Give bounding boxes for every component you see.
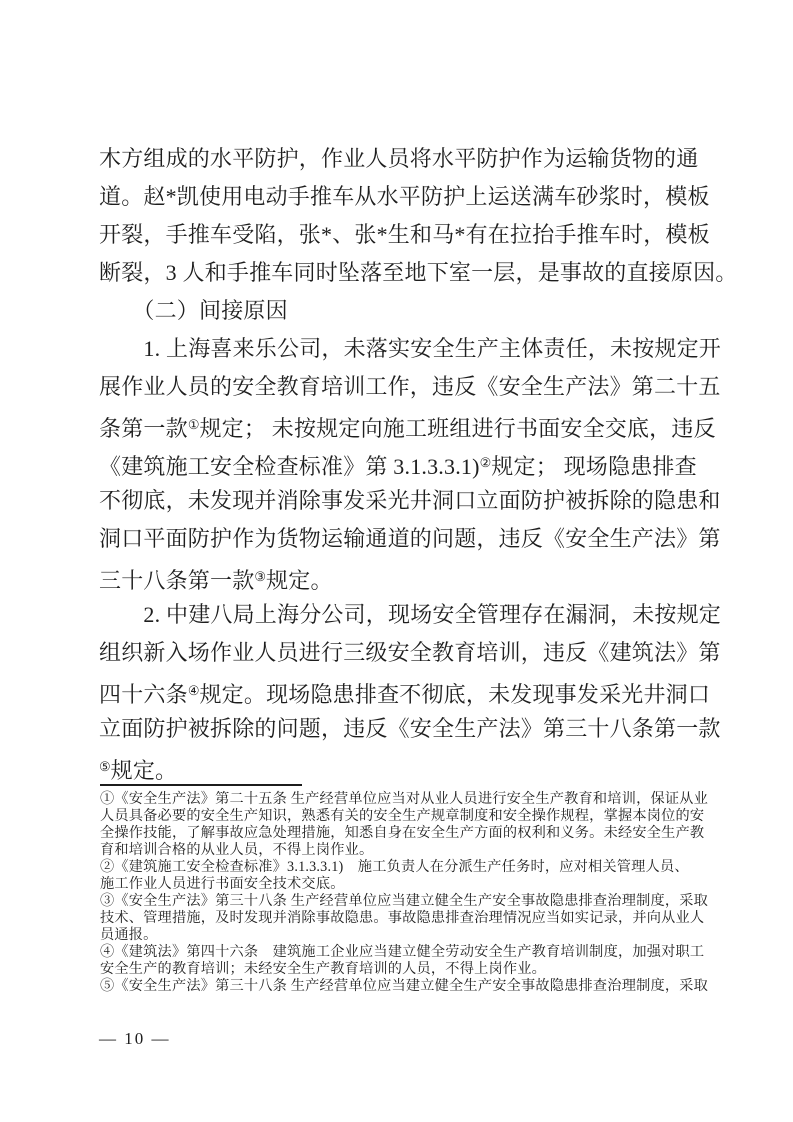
footnote-line: 员通报。 (100, 927, 158, 943)
footnote-line: ③《安全生产法》第三十八条 生产经营单位应当建立健全生产安全事故隐患排查治理制度，采取 (100, 893, 709, 909)
body-line: 四十六条④规定。现场隐患排查不彻底，未发现事发采光井洞口 (99, 682, 711, 707)
body-line: 开裂，手推车受陷，张*、张*生和马*有在拉抬手推车时，模板 (99, 222, 710, 247)
footnote-line: 施工作业人员进行书面安全技术交底。 (100, 876, 345, 892)
body-line: 立面防护被拆除的问题，违反《安全生产法》第三十八条第一款 (99, 716, 721, 741)
footnote-separator (100, 784, 302, 786)
footnote-line: ②《建筑施工安全检查标准》3.1.3.3.1) 施工负责人在分派生产任务时，应对相关管理人员、 (100, 859, 689, 875)
page-number: — 10 — (99, 1029, 171, 1048)
footnote-line: 安全生产的教育培训；未经安全生产教育培训的人员，不得上岗作业。 (100, 961, 547, 977)
body-line: 展作业人员的安全教育培训工作，违反《安全生产法》第二十五 (99, 374, 721, 399)
body-line: 道。赵*凯使用电动手推车从水平防护上运送满车砂浆时，模板 (99, 184, 710, 209)
footnotes-block (100, 791, 712, 995)
footnote-line: 人员具备必要的安全生产知识，熟悉有关的安全生产规章制度和安全操作规程，掌握本岗位的安 (100, 808, 705, 824)
footnote-line: ⑤《安全生产法》第三十八条 生产经营单位应当建立健全生产安全事故隐患排查治理制度，采取 (100, 978, 709, 994)
body-line: 1. 上海喜来乐公司，未落实安全生产主体责任，未按规定开 (99, 336, 722, 361)
footnote-line: 技术、管理措施，及时发现并消除事故隐患。事故隐患排查治理情况应当如实记录，并向从业人 (100, 910, 705, 926)
footnote-line: ①《安全生产法》第二十五条 生产经营单位应当对从业人员进行安全生产教育和培训，保证从业 (100, 791, 709, 807)
footnote-line: ④《建筑法》第四十六条 建筑施工企业应当建立健全劳动安全生产教育培训制度，加强对职工 (100, 944, 705, 960)
body-line: ⑤规定。 (99, 758, 178, 783)
footnote-line: 育和培训合格的从业人员，不得上岗作业。 (100, 842, 374, 858)
body-line: 《建筑施工安全检查标准》第 3.1.3.3.1)②规定； 现场隐患排查 (99, 454, 697, 479)
body-line: 木方组成的水平防护，作业人员将水平防护作为运输货物的通 (99, 146, 699, 171)
body-line: 组织新入场作业人员进行三级安全教育培训，违反《建筑法》第 (99, 640, 721, 665)
body-line: 条第一款①规定； 未按规定向施工班组进行书面安全交底，违反 (99, 416, 716, 441)
body-line: 洞口平面防护作为货物运输通道的问题，违反《安全生产法》第 (99, 526, 721, 551)
body-text-block (99, 140, 738, 786)
footnote-line: 全操作技能，了解事故应急处理措施，知悉自身在安全生产方面的权利和义务。未经安全生产教 (100, 825, 705, 841)
body-line: 断裂，3 人和手推车同时坠落至地下室一层，是事故的直接原因。 (99, 260, 738, 285)
section-heading: （二）间接原因 (99, 298, 288, 323)
body-line: 2. 中建八局上海分公司，现场安全管理存在漏洞，未按规定 (99, 602, 722, 627)
body-line: 三十八条第一款③规定。 (99, 568, 333, 593)
body-line: 不彻底，未发现并消除事发采光井洞口立面防护被拆除的隐患和 (99, 488, 721, 513)
